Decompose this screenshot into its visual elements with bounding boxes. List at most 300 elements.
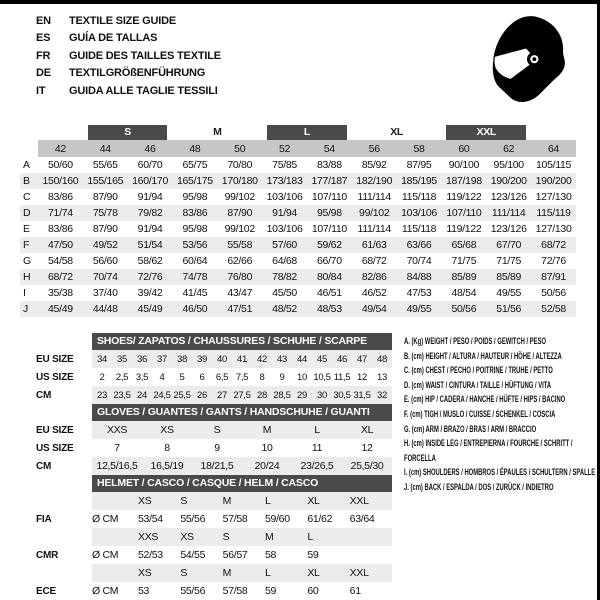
- size-value: 74/78: [172, 269, 217, 285]
- cell-value: 23/26,5: [300, 460, 334, 472]
- cell-value: 8: [259, 371, 265, 383]
- size-value: 87/95: [406, 159, 432, 171]
- cell-value: 10: [261, 442, 273, 454]
- size-value: 82/86: [352, 269, 397, 285]
- gloves-title: GLOVES / GUANTES / GANTS / HANDSCHUHE / GUANTI: [92, 404, 392, 421]
- size-value: 71/74: [38, 205, 83, 221]
- cell-value: 48: [377, 353, 387, 365]
- cell-value: 20/24: [254, 460, 280, 472]
- shoes-row: [20, 350, 392, 368]
- helmet-size-label: L: [264, 567, 271, 579]
- measurement-legend: [404, 334, 600, 495]
- empty-cell: [531, 124, 576, 140]
- row-label: EU SIZE: [36, 424, 74, 436]
- size-value: 61/63: [352, 237, 397, 253]
- legend-entry: A. (Kg) WEIGHT / PESO / POIDS / GEWITCH / PESO: [404, 336, 547, 346]
- racing-helmet-icon: [486, 13, 568, 107]
- language-label: TEXTILGRÖßENFÜHRUNG: [69, 67, 206, 80]
- cell-value: 35: [117, 353, 127, 365]
- size-value: 127/130: [535, 191, 572, 203]
- helmet-size-label: M: [222, 495, 232, 507]
- size-value: 70/80: [227, 159, 253, 171]
- helmet-standard-values: [92, 546, 392, 564]
- helmet-size-label: XS: [138, 495, 152, 507]
- size-value: 58/62: [137, 255, 163, 267]
- helmet-title: HELMET / CASCO / CASQUE / HELM / CASCO: [92, 475, 392, 492]
- size-value: 95/98: [182, 223, 208, 235]
- empty-label: [20, 564, 92, 582]
- size-value: 75/78: [83, 205, 128, 221]
- size-value: 63/66: [397, 237, 442, 253]
- size-value: 79/82: [128, 205, 173, 221]
- cell-value: 39: [197, 353, 207, 365]
- size-value: 50/56: [541, 287, 566, 299]
- cell-value: 6: [199, 371, 205, 383]
- cell-value: 38: [177, 353, 187, 365]
- cell-value: 36: [137, 353, 147, 365]
- cell-value: XXS: [106, 424, 128, 436]
- size-value: 55/58: [217, 237, 262, 253]
- cell-value: 12: [357, 371, 367, 383]
- measurement-row: [20, 173, 576, 189]
- row-label: CM: [36, 460, 52, 472]
- cell-value: 41: [237, 353, 247, 365]
- size-value: 123/126: [490, 223, 527, 235]
- size-value: 49/54: [352, 301, 397, 317]
- cell-value: S: [213, 424, 221, 436]
- gloves-row: [20, 421, 392, 439]
- size-value: 51/54: [128, 237, 173, 253]
- shoes-values: [92, 368, 392, 386]
- row-label: US SIZE: [36, 371, 74, 383]
- cell-value: 54/55: [180, 549, 206, 561]
- language-label: GUÍA DE TALLAS: [69, 32, 158, 45]
- cell-value: 5: [179, 371, 185, 383]
- size-value: 64/68: [272, 255, 297, 267]
- cell-value: 42: [257, 353, 267, 365]
- size-column-header: 42: [38, 140, 83, 157]
- size-value: 68/72: [38, 269, 83, 285]
- cell-value: 55/56: [180, 585, 206, 597]
- helmet-size-label: XL: [307, 495, 320, 507]
- measurement-row: [20, 157, 576, 173]
- size-group-cell: [352, 124, 442, 140]
- size-value: 150/160: [38, 173, 83, 189]
- empty-label: [20, 528, 92, 546]
- legend-entry: D. (cm) WAIST / CINTURA / TAILLE / HÜFTUNG / VITA: [404, 379, 552, 390]
- row-letter: G: [23, 255, 31, 267]
- size-value: 99/102: [224, 191, 255, 203]
- cell-value: 7: [114, 442, 120, 454]
- accessory-size-tables: [20, 333, 392, 600]
- language-label: GUIDE DES TAILLES TEXTILE: [69, 49, 221, 62]
- cell-value: 2,5: [115, 371, 129, 383]
- cell-value: 27: [217, 389, 227, 401]
- row-label: CM: [36, 389, 52, 401]
- cell-value: 46: [337, 353, 347, 365]
- size-value: 75/85: [272, 159, 297, 171]
- size-group-label: S: [88, 125, 168, 140]
- cell-value: 58: [264, 549, 277, 561]
- size-value: 59/62: [307, 237, 352, 253]
- empty-cell: [20, 140, 38, 157]
- size-value: 67/70: [486, 237, 531, 253]
- size-value: 45/49: [128, 301, 173, 317]
- size-value: 95/98: [182, 191, 208, 203]
- size-value: 87/91: [531, 269, 576, 285]
- cell-value: 9: [214, 442, 220, 454]
- row-letter: E: [23, 223, 30, 235]
- cell-value: 7,5: [235, 371, 249, 383]
- cell-value: 18/21,5: [200, 460, 234, 472]
- row-letter: H: [20, 269, 38, 285]
- size-value: 173/183: [262, 173, 307, 189]
- size-value: 87/90: [92, 191, 118, 203]
- legend-entry: I. (cm) SHOULDERS / HOMBROS / ÉPAULES / SCHULTERN / SPALLE: [404, 467, 596, 478]
- size-value: 115/118: [401, 223, 437, 235]
- row-letter: I: [23, 287, 26, 299]
- gloves-values: [92, 457, 392, 475]
- size-value: 52/58: [531, 301, 576, 317]
- size-value: 68/72: [531, 237, 576, 253]
- measurement-row: [20, 301, 576, 317]
- size-group-cell: [441, 124, 531, 140]
- size-column-header: 62: [486, 140, 531, 157]
- size-value: 46/51: [316, 287, 342, 299]
- standard-label: CMR: [36, 549, 59, 561]
- language-code: FR: [36, 49, 51, 62]
- size-value: 45/50: [272, 287, 297, 299]
- size-column-header: 64: [531, 140, 576, 157]
- diameter-unit: Ø CM: [92, 549, 119, 561]
- size-value: 85/92: [361, 159, 387, 171]
- legend-entry: B. (cm) HEIGHT / ALTURA / HAUTEUR / HÖHE / ALTEZZA: [404, 350, 562, 361]
- helmet-size-label: XS: [138, 567, 152, 579]
- cell-value: 30: [317, 389, 327, 401]
- cell-value: 59: [264, 585, 277, 597]
- helmet-size-labels: [92, 564, 392, 582]
- helmet-size-label: L: [307, 531, 313, 543]
- size-value: 70/74: [406, 255, 432, 267]
- helmet-size-label: XS: [180, 531, 194, 543]
- cell-value: 44: [297, 353, 307, 365]
- row-letter: D: [20, 205, 38, 221]
- size-value: 66/70: [316, 255, 342, 267]
- language-row: [36, 65, 221, 82]
- gloves-values: [92, 421, 392, 439]
- row-letter: C: [23, 191, 31, 203]
- cell-value: 53: [138, 585, 150, 597]
- size-column-header: 48: [172, 140, 217, 157]
- legend-entry: C. (cm) CHEST / PECHO / POITRINE / TRUHE / PETTO: [404, 365, 553, 376]
- size-value: 160/170: [128, 173, 173, 189]
- helmet-size-label: L: [264, 495, 271, 507]
- cell-value: 28: [257, 389, 267, 401]
- size-value: 87/90: [92, 223, 118, 235]
- language-row: [36, 13, 221, 30]
- size-value: 155/165: [83, 173, 128, 189]
- helmet-size-label: M: [222, 567, 232, 579]
- size-column-header: 56: [352, 140, 397, 157]
- size-column-header: 54: [307, 140, 352, 157]
- cell-value: 47: [357, 353, 367, 365]
- size-value: 115/119: [531, 205, 576, 221]
- helmet-size-label: S: [180, 567, 188, 579]
- size-value: 85/89: [441, 269, 486, 285]
- size-value: 48/54: [451, 287, 477, 299]
- legend-entry: G. (cm) ARM / BRAZO / BRAS / ARM / BRACCIO: [404, 423, 537, 434]
- size-value: 107/110: [441, 205, 486, 221]
- language-code: IT: [36, 84, 46, 97]
- measurement-row: [20, 237, 576, 253]
- gloves-values: [92, 439, 392, 457]
- size-value: 48/52: [262, 301, 307, 317]
- size-value: 91/94: [262, 205, 307, 221]
- size-column-header: 50: [217, 140, 262, 157]
- cell-value: 31,5: [353, 389, 371, 401]
- cell-value: 2: [99, 371, 105, 383]
- cell-value: 43: [277, 353, 287, 365]
- cell-value: 23: [97, 389, 107, 401]
- gloves-row: [20, 457, 392, 475]
- cell-value: 59/60: [264, 513, 290, 525]
- size-group-label: XXL: [446, 125, 526, 140]
- size-value: 105/115: [536, 159, 572, 171]
- size-value: 85/89: [486, 269, 531, 285]
- language-code: ES: [36, 32, 51, 45]
- cell-value: 10,5: [313, 371, 331, 383]
- size-value: 68/72: [361, 255, 387, 267]
- cell-value: 26: [197, 389, 207, 401]
- size-column-header: 60: [441, 140, 486, 157]
- standard-label: ECE: [36, 585, 56, 597]
- size-group-label: XL: [390, 126, 404, 138]
- size-value: 44/48: [83, 301, 128, 317]
- legend-entry: F. (cm) TIGH / MUSLO / CUISSE / SCHENKEL / COSCIA: [404, 408, 556, 419]
- cell-value: 57/58: [222, 585, 248, 597]
- helmet-size-label: XXL: [349, 567, 369, 579]
- helmet-standard-row: [20, 510, 392, 528]
- language-code: EN: [36, 15, 51, 27]
- size-value: 95/100: [493, 159, 524, 171]
- cell-value: 55/56: [180, 513, 206, 525]
- size-value: 83/86: [48, 223, 73, 235]
- helmet-standard-values: [92, 582, 392, 600]
- legend-entry: J. (cm) BACK / ESPALDA / DOS / ZURÜCK / INDIETRO: [404, 481, 554, 492]
- size-value: 119/122: [446, 223, 482, 235]
- cell-value: M: [262, 424, 272, 436]
- cell-value: 63/64: [349, 513, 375, 525]
- cell-value: 60: [307, 585, 319, 597]
- cell-value: 53/54: [138, 513, 163, 525]
- measurement-row: [20, 221, 576, 237]
- cell-value: 45: [317, 353, 327, 365]
- diameter-unit: Ø CM: [92, 585, 119, 597]
- size-value: 111/114: [357, 191, 391, 203]
- size-column-header: 44: [83, 140, 128, 157]
- legend-entry: H. (cm) INSIDE LEG / ENTREPIERNA / FOURCHE / SCHRITT / FORCELLA: [404, 438, 573, 463]
- cell-value: 24: [137, 389, 147, 401]
- size-value: 80/84: [307, 269, 352, 285]
- size-value: 46/50: [172, 301, 217, 317]
- cell-value: 28,5: [273, 389, 291, 401]
- cell-value: 16,5/19: [150, 460, 184, 472]
- helmet-size-label: S: [222, 531, 230, 543]
- size-value: 39/42: [137, 287, 163, 299]
- cell-value: 59: [307, 549, 319, 561]
- cell-value: 8: [164, 442, 170, 454]
- size-column-header: 52: [262, 140, 307, 157]
- size-group-cell: [262, 124, 352, 140]
- size-value: 54/58: [48, 255, 73, 267]
- cell-value: 13: [377, 371, 387, 383]
- shoes-row: [20, 368, 392, 386]
- cell-value: 29: [297, 389, 307, 401]
- cell-value: 10: [297, 371, 307, 383]
- helmet-standard-row: [20, 546, 392, 564]
- size-value: 165/175: [172, 173, 217, 189]
- row-label: EU SIZE: [36, 353, 74, 365]
- empty-label: [20, 492, 92, 510]
- cell-value: 9: [279, 371, 285, 383]
- size-value: 107/110: [311, 223, 347, 235]
- size-value: 72/76: [541, 255, 566, 267]
- cell-value: 24,5: [153, 389, 171, 401]
- cell-value: 52/53: [138, 549, 163, 561]
- row-letter: A: [23, 159, 30, 171]
- size-value: 111/114: [357, 223, 391, 235]
- size-value: 177/187: [307, 173, 352, 189]
- gloves-row: [20, 439, 392, 457]
- size-value: 35/38: [48, 287, 73, 299]
- cell-value: 57/58: [222, 513, 248, 525]
- cell-value: 11,5: [333, 371, 351, 383]
- textile-size-table: [20, 124, 576, 317]
- size-value: 41/45: [182, 287, 208, 299]
- cell-value: L: [314, 424, 320, 436]
- size-value: 83/88: [316, 159, 342, 171]
- helmet-size-label: XXL: [349, 495, 369, 507]
- standard-label: FIA: [36, 513, 52, 525]
- size-value: 47/50: [38, 237, 83, 253]
- size-value: 107/110: [311, 191, 347, 203]
- cell-value: 40: [217, 353, 227, 365]
- size-value: 83/86: [172, 205, 217, 221]
- size-value: 185/195: [397, 173, 442, 189]
- size-value: 46/52: [361, 287, 387, 299]
- language-row: [36, 48, 221, 65]
- size-number-row: [20, 140, 576, 157]
- size-group-label: M: [213, 126, 222, 138]
- empty-cell: [38, 124, 83, 140]
- size-value: 170/180: [217, 173, 262, 189]
- cell-value: 56/57: [222, 549, 248, 561]
- size-value: 83/86: [48, 191, 73, 203]
- size-value: 95/98: [307, 205, 352, 221]
- size-value: 49/52: [83, 237, 128, 253]
- cell-value: 27,5: [233, 389, 251, 401]
- size-value: 127/130: [535, 223, 572, 235]
- language-row: [36, 83, 221, 100]
- row-letter: B: [20, 173, 38, 189]
- shoes-values: [92, 350, 392, 368]
- measurement-row: [20, 205, 576, 221]
- helmet-standard-row: [20, 582, 392, 600]
- measurement-row: [20, 253, 576, 269]
- size-group-row: [20, 124, 576, 140]
- size-value: 57/60: [262, 237, 307, 253]
- size-column-header: 46: [128, 140, 173, 157]
- size-value: 123/126: [490, 191, 527, 203]
- helmet-size-row: [20, 564, 392, 582]
- row-letter: J: [20, 301, 38, 317]
- size-value: 119/122: [446, 191, 482, 203]
- size-value: 87/90: [217, 205, 262, 221]
- size-value: 55/65: [92, 159, 118, 171]
- cell-value: XS: [160, 424, 174, 436]
- language-row: [36, 30, 221, 47]
- cell-value: 12: [361, 442, 373, 454]
- cell-value: XL: [360, 424, 374, 436]
- size-value: 72/76: [128, 269, 173, 285]
- size-value: 60/70: [137, 159, 163, 171]
- size-value: 60/64: [182, 255, 208, 267]
- size-value: 90/100: [448, 159, 480, 171]
- cell-value: 4: [159, 371, 165, 383]
- size-value: 78/82: [262, 269, 307, 285]
- size-value: 37/40: [92, 287, 118, 299]
- helmet-size-label: XXS: [138, 531, 159, 543]
- size-value: 48/53: [307, 301, 352, 317]
- shoes-title: SHOES/ ZAPATOS / CHAUSSURES / SCHUHE / SCARPE: [92, 333, 392, 350]
- size-value: 43/47: [227, 287, 253, 299]
- size-group-label: L: [267, 125, 347, 140]
- helmet-standard-values: [92, 510, 392, 528]
- measurement-row: [20, 269, 576, 285]
- size-value: 190/200: [486, 173, 531, 189]
- size-value: 99/102: [224, 223, 255, 235]
- size-group-cell: [83, 124, 173, 140]
- cell-value: 61/62: [307, 513, 333, 525]
- cell-value: 12,5/16,5: [96, 460, 138, 472]
- cell-value: 23,5: [113, 389, 131, 401]
- shoes-row: [20, 386, 392, 404]
- size-value: 65/75: [182, 159, 208, 171]
- size-value: 53/56: [172, 237, 217, 253]
- size-group-cell: [172, 124, 262, 140]
- helmet-size-label: S: [180, 495, 188, 507]
- empty-cell: [20, 124, 38, 140]
- helmet-size-row: [20, 528, 392, 546]
- cell-value: 34: [97, 353, 107, 365]
- size-value: 62/66: [227, 255, 253, 267]
- size-value: 84/88: [397, 269, 442, 285]
- size-value: 71/75: [496, 255, 522, 267]
- size-value: 49/55: [496, 287, 522, 299]
- size-value: 50/60: [48, 159, 73, 171]
- language-label: GUIDA ALLE TAGLIE TESSILI: [69, 84, 218, 97]
- size-value: 103/106: [266, 223, 303, 235]
- size-value: 115/118: [401, 191, 437, 203]
- cell-value: 25,5/30: [350, 460, 384, 472]
- helmet-size-row: [20, 492, 392, 510]
- language-code: DE: [36, 67, 51, 80]
- size-value: 76/80: [217, 269, 262, 285]
- size-value: 65/68: [441, 237, 486, 253]
- row-label: US SIZE: [36, 442, 74, 454]
- helmet-size-labels: [92, 528, 392, 546]
- page-border-top: [0, 0, 600, 4]
